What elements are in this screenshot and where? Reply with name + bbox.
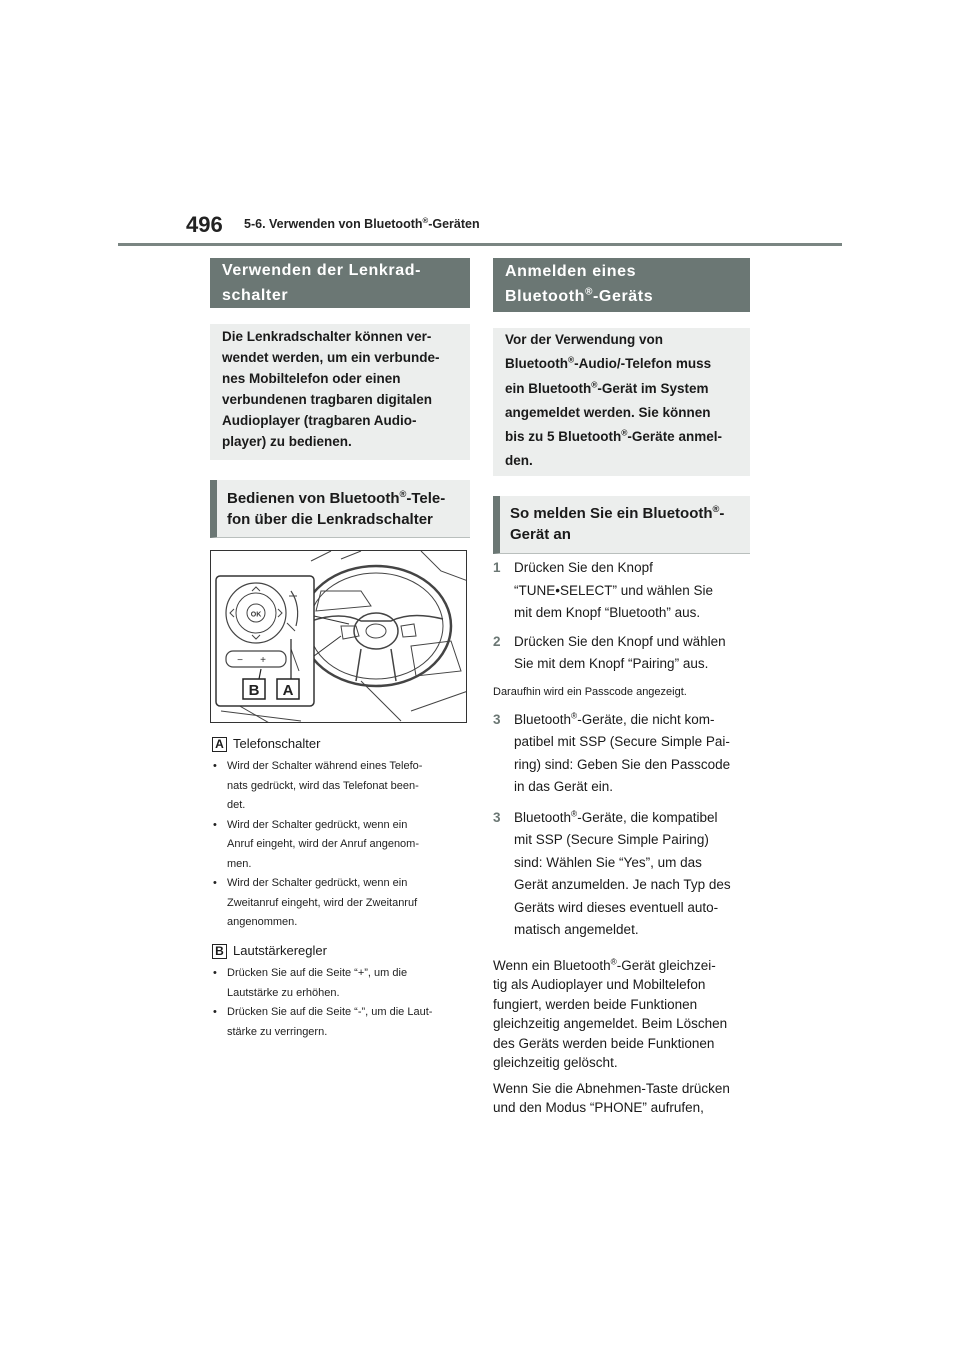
- page-number: 496: [186, 212, 223, 237]
- list-item: • Wird der Schalter gedrückt, wenn ein Anruf eingeht, wird der Anruf angenom- men.: [212, 816, 470, 875]
- label-b-box: B: [212, 944, 227, 959]
- left-column: [210, 258, 470, 538]
- label-a-box: A: [212, 737, 227, 752]
- item-a-title: Telefonschalter: [233, 736, 321, 751]
- list-item: • Wird der Schalter gedrückt, wenn ein Zweitanruf eingeht, wird der Zweitanruf angenommen.: [212, 874, 470, 933]
- step-number: 2: [493, 633, 501, 649]
- callout-a: A: [282, 682, 294, 699]
- list-item: • Wird der Schalter während eines Telefo- nats gedrückt, wird das Telefonat been- det.: [212, 757, 470, 816]
- register-intro-box: Vor der Verwendung von Bluetooth®-Audio/-Telefon muss ein Bluetooth®-Gerät im System angemeldet werden. Sie können bis zu 5 Bluetooth®-Geräte anmel- den.: [493, 328, 750, 476]
- item-b-title: Lautstärkeregler: [233, 943, 327, 958]
- item-b: [212, 943, 470, 1042]
- passcode-note: Daraufhin wird ein Passcode angezeigt.: [493, 685, 687, 698]
- callout-b: B: [248, 682, 260, 699]
- step-number: 1: [493, 560, 501, 575]
- step-3-ssp: 3 Bluetooth®-Geräte, die kompatibel mit SSP (Secure Simple Pairing) sind: Wählen Sie “Yes”, um das Gerät anzumelden. Je nach Typ des Geräts wird dieses eventuell auto- matisch angemeldet.: [493, 807, 755, 942]
- steering-wheel-figure: [210, 550, 467, 723]
- volume-plus-label: +: [260, 655, 266, 666]
- subsection-title-how-to-register: So melden Sie ein Bluetooth®- Gerät an: [493, 496, 750, 554]
- step-number: 3: [493, 711, 501, 727]
- list-item: • Drücken Sie auf die Seite “+”, um die Lautstärke zu erhöhen.: [212, 964, 470, 1003]
- intro-box: Die Lenkradschalter können ver- wendet werden, um ein verbunde- nes Mobiltelefon oder einen verbundenen tragbaren digitalen Audioplayer (tragbaren Audio- player) zu bedienen.: [210, 324, 470, 460]
- step-number: 3: [493, 809, 501, 825]
- item-a: [212, 736, 470, 933]
- item-b-bullets: [212, 964, 470, 1042]
- step-3-non-ssp: 3 Bluetooth®-Geräte, die nicht kom- patibel mit SSP (Secure Simple Pai- ring) sind: Geben Sie den Passcode in das Gerät ein.: [493, 709, 755, 799]
- section-title-register-device: Anmelden eines Bluetooth®-Geräts: [493, 258, 750, 312]
- paragraph-dual-function: Wenn ein Bluetooth®-Gerät gleichzei- tig als Audioplayer und Mobiltelefon fungiert, werden beide Funktionen gleichzeitig angemeldet. Beim Löschen des Geräts werden beide Funktionen gleichzeitig gelöscht.: [493, 956, 728, 1070]
- item-a-bullets: [212, 757, 470, 933]
- step-2: 2 Drücken Sie den Knopf und wählen Sie mit dem Knopf “Pairing” aus.: [493, 631, 755, 676]
- chapter-title: 5-6. Verwenden von Bluetooth®-Geräten: [244, 215, 480, 231]
- section-title-steering-switches: Verwenden der Lenkrad- schalter: [210, 258, 470, 308]
- volume-minus-label: −: [237, 655, 243, 666]
- paragraph-phone-mode: Wenn Sie die Abnehmen-Taste drücken und den Modus “PHONE” aufrufen,: [493, 1080, 730, 1115]
- right-column: [493, 258, 750, 554]
- step-1: 1 Drücken Sie den Knopf “TUNE•SELECT” und wählen Sie mit dem Knopf “Bluetooth” aus.: [493, 557, 755, 625]
- header-rule: [118, 243, 842, 246]
- subsection-title-phone: Bedienen von Bluetooth®-Tele- fon über die Lenkradschalter: [210, 480, 470, 538]
- steps: [493, 557, 755, 1118]
- list-item: • Drücken Sie auf die Seite “-”, um die Laut- stärke zu verringern.: [212, 1003, 470, 1042]
- ok-label: OK: [250, 611, 262, 619]
- steering-wheel-illustration: [211, 551, 467, 723]
